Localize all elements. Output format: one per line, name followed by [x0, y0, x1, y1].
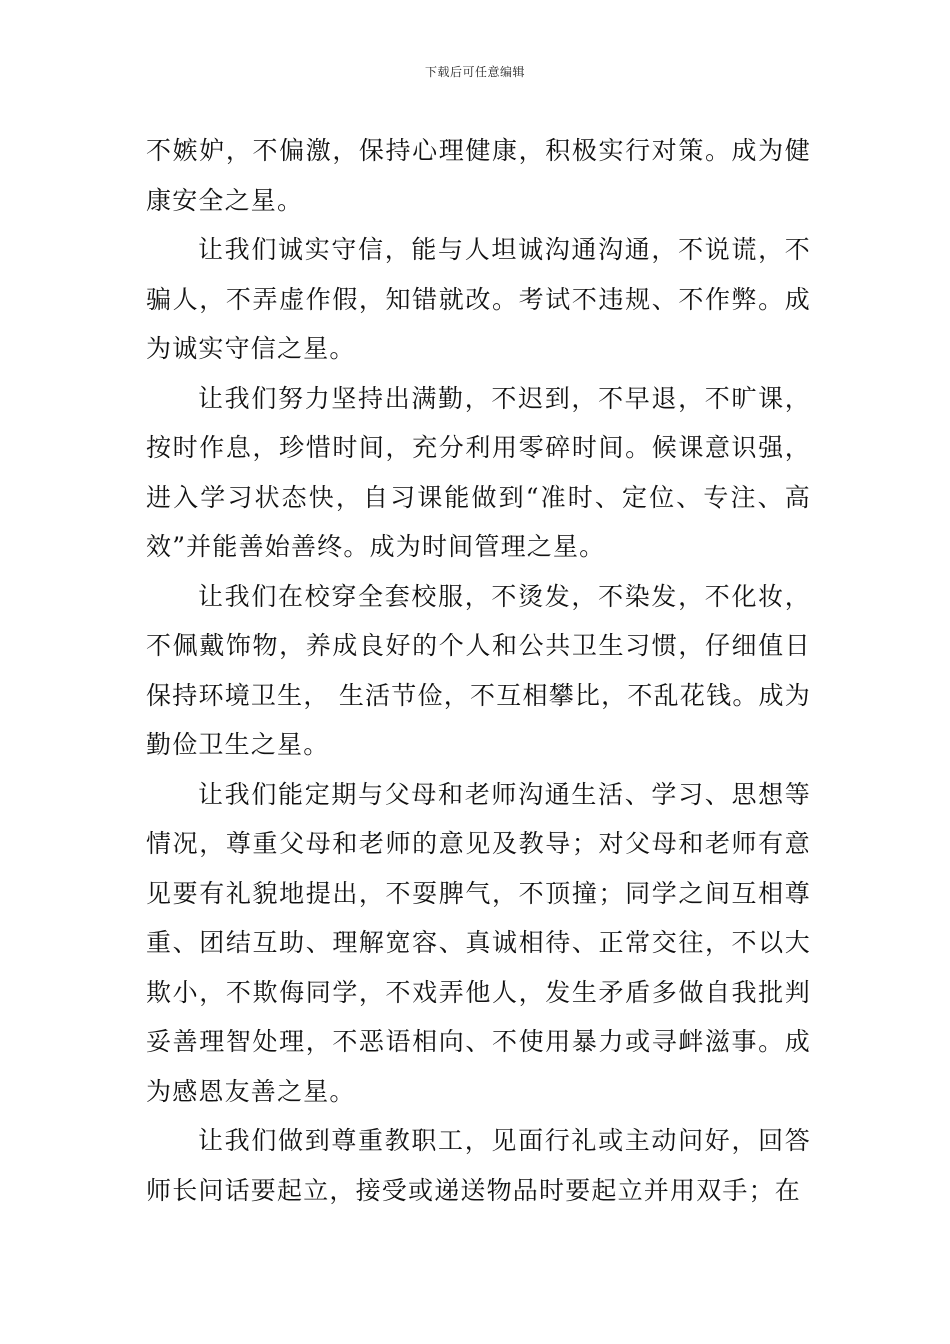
document-body [146, 126, 811, 1215]
page-header: 下载后可任意编辑 [424, 65, 525, 79]
paragraph-respect-staff: 让我们做到尊重教职工，见面行礼或主动问好，回答师长问话要起立，接受或递送物品时要起立并用双手；在 [146, 1126, 811, 1205]
paragraph-time-management: 让我们努力坚持出满勤，不迟到，不早退，不旷课，按时作息，珍惜时间，充分利用零碎时间。候课意识强，进入学习状态快，自习课能做到“准时、定位、专注、高效”并能善始善终。成为时间管理之星。 [146, 383, 811, 561]
paragraph-thrift-hygiene: 让我们在校穿全套校服，不烫发，不染发，不化妆，不佩戴饰物，养成良好的个人和公共卫生习惯，仔细值日保持环境卫生， 生活节俭，不互相攀比，不乱花钱。成为勤俭卫生之星。 [146, 581, 811, 759]
paragraph-gratitude-kindness: 让我们能定期与父母和老师沟通生活、学习、思想等情况，尊重父母和老师的意见及教导；对父母和老师有意见要有礼貌地提出，不耍脾气，不顶撞；同学之间互相尊重、团结互助、理解宽容、真诚相待、正常交往，不以大欺小，不欺侮同学，不戏弄他人，发生矛盾多做自我批判妥善理智处理，不恶语相向、不使用暴力或寻衅滋事。成为感恩友善之星。 [146, 779, 811, 1106]
paragraph-honesty: 让我们诚实守信，能与人坦诚沟通沟通，不说谎，不骗人，不弄虚作假，知错就改。考试不违规、不作弊。成为诚实守信之星。 [146, 235, 811, 363]
paragraph-health-safety: 不嫉妒，不偏激，保持心理健康，积极实行对策。成为健康安全之星。 [146, 136, 811, 215]
